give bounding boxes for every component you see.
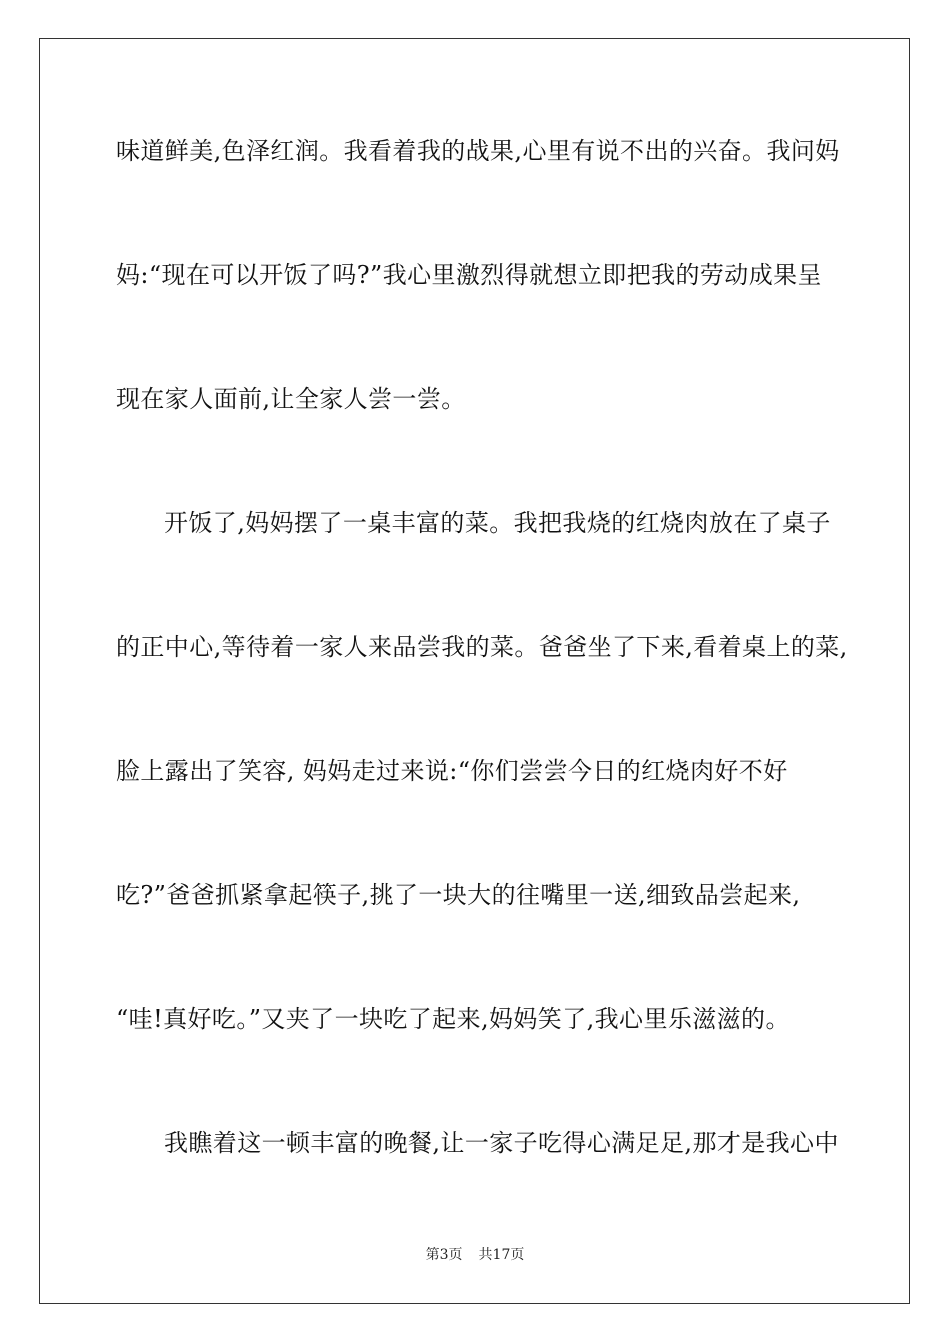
paragraph-line: 味道鲜美,色泽红润。我看着我的战果,心里有说不出的兴奋。我问妈 [116, 137, 840, 165]
paragraph-line: 开饭了,妈妈摆了一桌丰富的菜。我把我烧的红烧肉放在了桌子 [164, 509, 831, 537]
paragraph-line: 脸上露出了笑容, 妈妈走过来说:“你们尝尝今日的红烧肉好不好 [116, 757, 788, 785]
paragraph-line: 吃?”爸爸抓紧拿起筷子,挑了一块大的往嘴里一送,细致品尝起来, [116, 881, 801, 909]
paragraph-line: 我瞧着这一顿丰富的晚餐,让一家子吃得心满足足,那才是我心中 [164, 1129, 839, 1157]
page-number: 第3页 [425, 1247, 463, 1263]
page-border [39, 38, 910, 1304]
page-total: 共17页 [478, 1247, 525, 1263]
paragraph-line: 妈:“现在可以开饭了吗?”我心里激烈得就想立即把我的劳动成果呈 [116, 261, 822, 289]
paragraph-line: “哇!真好吃。”又夹了一块吃了起来,妈妈笑了,我心里乐滋滋的。 [116, 1005, 790, 1033]
paragraph-line: 现在家人面前,让全家人尝一尝。 [116, 385, 466, 413]
page-footer [0, 1246, 950, 1264]
paragraph-line: 的正中心,等待着一家人来品尝我的菜。爸爸坐了下来,看着桌上的菜, [116, 633, 848, 661]
